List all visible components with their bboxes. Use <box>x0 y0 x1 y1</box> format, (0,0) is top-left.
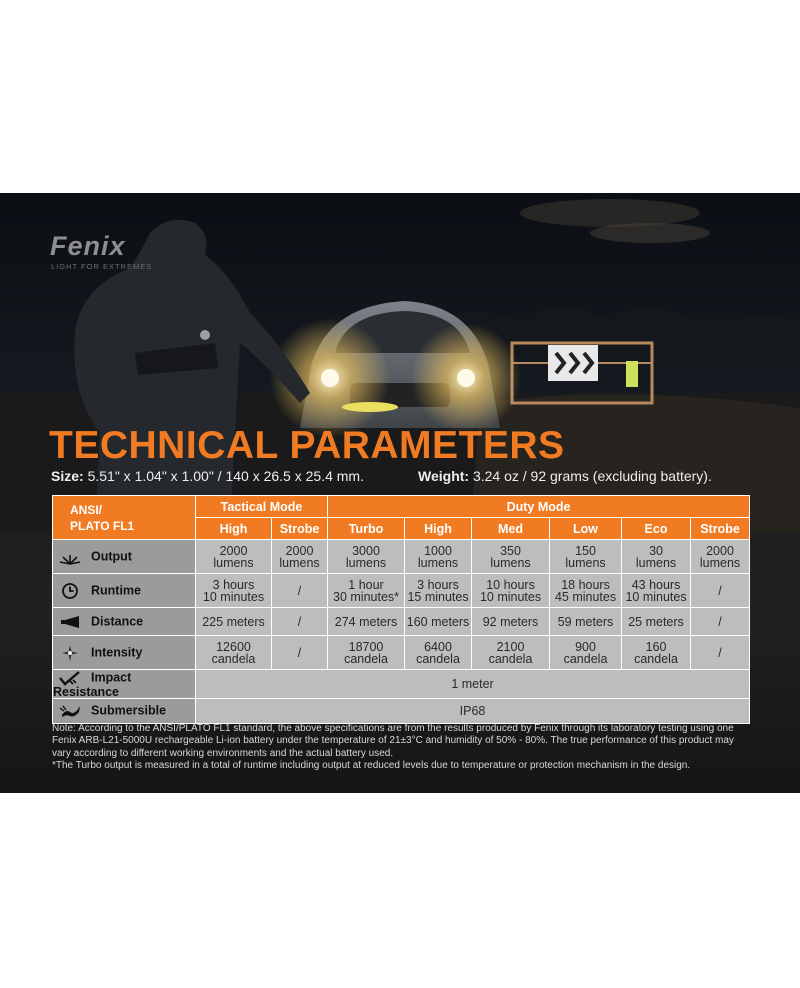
table-cell: / <box>272 608 328 636</box>
table-cell: / <box>691 608 750 636</box>
group-header-duty: Duty Mode <box>328 496 750 518</box>
weight-spec <box>418 468 712 484</box>
table-cell: 2000 lumens <box>691 540 750 574</box>
clock-icon <box>59 583 81 599</box>
row-label-output <box>53 540 196 574</box>
beam-distance-icon <box>59 614 81 630</box>
table-cell: 43 hours 10 minutes <box>622 574 691 608</box>
impact-value: 1 meter <box>196 670 750 699</box>
standard-header <box>53 496 196 540</box>
row-label-submersible <box>53 699 196 724</box>
table-cell: 30 lumens <box>622 540 691 574</box>
size-spec <box>51 468 364 484</box>
table-row-output <box>53 540 750 574</box>
row-label-distance <box>53 608 196 636</box>
weight-value: 3.24 oz / 92 grams (excluding battery). <box>469 468 712 484</box>
table-cell: / <box>272 574 328 608</box>
table-cell: 3 hours 10 minutes <box>196 574 272 608</box>
table-row-runtime <box>53 574 750 608</box>
table-cell: 1 hour 30 minutes* <box>328 574 405 608</box>
table-cell: 3000 lumens <box>328 540 405 574</box>
table-cell: 160 meters <box>405 608 472 636</box>
mode-header: Strobe <box>691 518 750 540</box>
table-cell: 160 candela <box>622 636 691 670</box>
table-cell: 1000 lumens <box>405 540 472 574</box>
table-cell: 12600 candela <box>196 636 272 670</box>
table-cell: 25 meters <box>622 608 691 636</box>
table-row-distance <box>53 608 750 636</box>
technical-parameters-table <box>52 495 750 724</box>
standard-header-line1: ANSI/ <box>70 502 103 517</box>
brand-logo: Fenix <box>50 231 126 261</box>
submersible-icon <box>59 703 81 719</box>
row-label-impact <box>53 670 196 699</box>
product-spec-panel <box>0 193 800 793</box>
table-cell: / <box>691 636 750 670</box>
table-cell: 3 hours 15 minutes <box>405 574 472 608</box>
row-label-runtime <box>53 574 196 608</box>
table-cell: 92 meters <box>472 608 550 636</box>
submersible-value: IP68 <box>196 699 750 724</box>
table-cell: / <box>691 574 750 608</box>
table-cell: 18 hours 45 minutes <box>550 574 622 608</box>
mode-header: Low <box>550 518 622 540</box>
row-label-text: Distance <box>91 613 144 628</box>
table-cell: 18700 candela <box>328 636 405 670</box>
mode-header: High <box>405 518 472 540</box>
footnotes <box>52 723 752 773</box>
size-value: 5.51" x 1.04" x 1.00" / 140 x 26.5 x 25.4 mm. <box>83 468 364 484</box>
weight-label: Weight: <box>418 468 470 484</box>
intensity-star-icon <box>59 645 81 661</box>
table-cell: 900 candela <box>550 636 622 670</box>
table-cell: 10 hours 10 minutes <box>472 574 550 608</box>
output-burst-icon <box>59 549 81 565</box>
row-label-intensity <box>53 636 196 670</box>
table-row-intensity <box>53 636 750 670</box>
table-cell: 350 lumens <box>472 540 550 574</box>
table-cell: 59 meters <box>550 608 622 636</box>
page-title: TECHNICAL PARAMETERS <box>49 424 565 467</box>
mode-header: Turbo <box>328 518 405 540</box>
row-label-text: Runtime <box>91 582 141 597</box>
row-label-text: Output <box>91 548 132 563</box>
mode-header: Eco <box>622 518 691 540</box>
table-row-submersible <box>53 699 750 724</box>
brand-tagline: LIGHT FOR EXTREMES <box>51 262 153 271</box>
mode-header: Strobe <box>272 518 328 540</box>
table-cell: 274 meters <box>328 608 405 636</box>
standard-header-line2: PLATO FL1 <box>70 518 135 533</box>
row-label-text: Intensity <box>91 644 143 659</box>
table-cell: 2000 lumens <box>196 540 272 574</box>
table-cell: 225 meters <box>196 608 272 636</box>
turbo-note: *The Turbo output is measured in a total of runtime including output at reduced levels due to temperature or protection mechanism in the design. <box>52 760 691 772</box>
mode-header: Med <box>472 518 550 540</box>
standard-note: Note: According to the ANSI/PLATO FL1 standard, the above specifications are from the results produced by Fenix through its laboratory testing using one Fenix ARB-L21-5000U rechargeable Li-ion battery under the temperature of 21±3°C and humidity of 50% - 80%. The true performance of this product may vary according to different working environments and the actual battery used. <box>52 723 734 759</box>
group-header-tactical: Tactical Mode <box>196 496 328 518</box>
table-cell: 2100 candela <box>472 636 550 670</box>
size-label: Size: <box>51 468 84 484</box>
table-row-impact <box>53 670 750 699</box>
row-label-text: Submersible <box>91 703 167 718</box>
table-cell: 150 lumens <box>550 540 622 574</box>
impact-icon <box>59 670 81 686</box>
table-cell: / <box>272 636 328 670</box>
table-cell: 2000 lumens <box>272 540 328 574</box>
mode-header: High <box>196 518 272 540</box>
table-cell: 6400 candela <box>405 636 472 670</box>
row-label-text: Impact Resistance <box>53 670 132 699</box>
